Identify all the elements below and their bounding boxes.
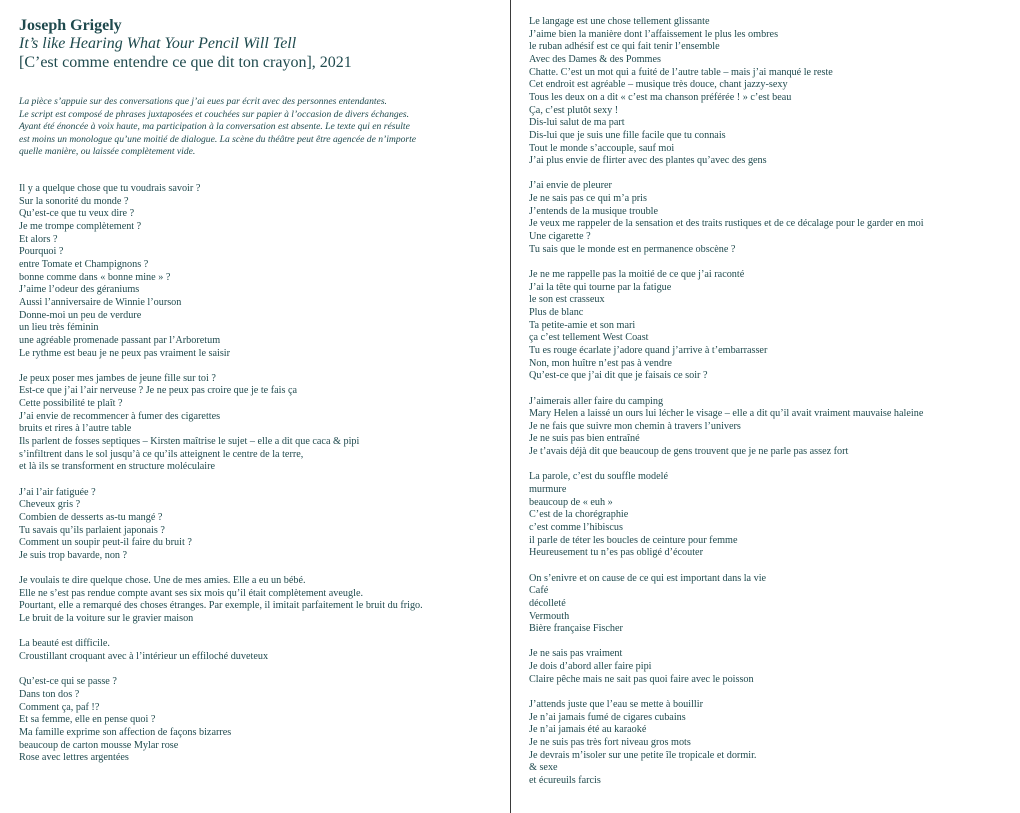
poem-line: Sur la sonorité du monde ? <box>19 195 129 207</box>
poem-line: entre Tomate et Champignons ? <box>19 258 149 270</box>
stanza <box>19 183 489 360</box>
description-line: Ayant été énoncée à voix haute, ma participation à la conversation est absente. Le texte qui en résulte <box>19 121 410 133</box>
stanza <box>19 487 489 563</box>
poem-line: Cette possibilité te plaît ? <box>19 398 123 410</box>
poem-line: Je veux me rappeler de la sensation et des traits rustiques et de ce décalage pour le garder en moi <box>529 218 924 230</box>
poem-line: C’est de la chorégraphie <box>529 509 629 521</box>
poem-line: Le langage est une chose tellement glissante <box>529 16 710 27</box>
poem-line: Dis-lui que je suis une fille facile que tu connais <box>529 129 726 141</box>
stanza <box>19 638 489 663</box>
poem-line: Qu’est-ce que tu veux dire ? <box>19 208 135 220</box>
poem-line: murmure <box>529 484 567 496</box>
poem-line: Ma famille exprime son affection de façons bizarres <box>19 726 232 738</box>
poem-line: Donne-moi un peu de verdure <box>19 309 142 321</box>
poem-line: et écureuils farcis <box>529 774 601 786</box>
poem-line: J’aime bien la manière dont l’affaissement le plus les ombres <box>529 28 779 40</box>
stanza <box>19 575 489 626</box>
work-title-french: [C’est comme entendre ce que dit ton crayon], 2021 <box>19 54 352 71</box>
poem-line: Je dois d’abord aller faire pipi <box>529 661 652 673</box>
stanza <box>19 676 489 765</box>
stanza <box>529 471 1009 560</box>
poem-line: La beauté est difficile. <box>19 638 110 650</box>
poem-line: Croustillant croquant avec à l’intérieur un effiloché duveteux <box>19 651 269 662</box>
poem-line: Est-ce que j’ai l’air nerveuse ? Je ne peux pas croire que je te fais ça <box>19 385 298 397</box>
artist-name: Joseph Grigely <box>19 17 122 34</box>
work-title-english: It’s like Hearing What Your Pencil Will Tell <box>19 35 297 52</box>
poem-line: Ils parlent de fosses septiques – Kirsten maîtrise le sujet – elle a dit que caca & pipi <box>19 436 360 448</box>
poem-line: Pourquoi ? <box>19 246 64 258</box>
stanza <box>529 269 1009 383</box>
poem-line: Comment un soupir peut-il faire du bruit ? <box>19 537 192 549</box>
poem-line: Bière française Fischer <box>529 623 623 635</box>
poem-line: Je voulais te dire quelque chose. Une de mes amies. Elle a eu un bébé. <box>19 575 306 587</box>
poem-line: J’aime l’odeur des géraniums <box>19 284 140 296</box>
poem-line: Qu’est-ce qui se passe ? <box>19 676 117 688</box>
poem-line: Ta petite-amie et son mari <box>529 319 636 331</box>
poem-line: Rose avec lettres argentées <box>19 752 129 764</box>
poem-line: il parle de téter les boucles de ceinture pour femme <box>529 534 738 546</box>
left-column <box>19 16 489 765</box>
poem-line: un lieu très féminin <box>19 322 99 334</box>
poem-line: Tu sais que le monde est en permanence obscène ? <box>529 243 736 255</box>
poem-line: Tu es rouge écarlate j’adore quand j’arrive à t’embarrasser <box>529 344 768 356</box>
poem-line: Il y a quelque chose que tu voudrais savoir ? <box>19 182 201 194</box>
poem-line: Une cigarette ? <box>529 231 591 243</box>
poem-line: Elle ne s’est pas rendue compte avant ses six mois qu’il était complètement aveugle. <box>19 587 364 599</box>
poem-line: Le bruit de la voiture sur le gravier maison <box>19 613 194 625</box>
work-description <box>19 96 489 159</box>
poem-line: Qu’est-ce que j’ai dit que je faisais ce soir ? <box>529 370 708 382</box>
poem-line: Aussi l’anniversaire de Winnie l’ourson <box>19 296 182 308</box>
poem-line: s’infiltrent dans le sol jusqu’à ce qu’ils atteignent le centre de la terre, <box>19 448 304 460</box>
poem-line: Je ne suis pas très fort niveau gros mots <box>529 736 691 748</box>
right-column <box>529 16 1009 788</box>
description-line: est moins un monologue qu’une moitié de dialogue. La scène du théâtre peut être agencée de n’importe <box>19 133 417 145</box>
poem-line: le son est crasseux <box>529 294 605 306</box>
poem-line: beaucoup de carton mousse Mylar rose <box>19 739 179 751</box>
poem-line: une agréable promenade passant par l’Arboretum <box>19 334 221 346</box>
poem-line: Tout le monde s’accouple, sauf moi <box>529 142 675 154</box>
poem-line: & sexe <box>529 762 558 774</box>
poem-line: J’aimerais aller faire du camping <box>529 395 664 407</box>
poem-line: J’attends juste que l’eau se mette à bouillir <box>529 699 703 710</box>
stanza <box>529 648 1009 686</box>
poem-line: Dis-lui salut de ma part <box>529 117 625 129</box>
poem-line: J’ai envie de recommencer à fumer des cigarettes <box>19 410 221 422</box>
poem-line: Pourtant, elle a remarqué des choses étranges. Par exemple, il imitait parfaitement le bruit du frigo. <box>19 600 423 612</box>
poem-line: décolleté <box>529 597 566 609</box>
poem-line: et là ils se transforment en structure moléculaire <box>19 461 216 473</box>
stanza <box>529 396 1009 459</box>
poem-line: Avec des Dames & des Pommes <box>529 53 661 65</box>
poem-line: Tous les deux on a dit « c’est ma chanson préférée ! » c’est beau <box>529 91 792 103</box>
poem-line: Je ne sais pas vraiment <box>529 648 623 660</box>
poem-line: Heureusement tu n’es pas obligé d’écouter <box>529 547 703 559</box>
left-stanzas <box>19 183 489 765</box>
poem-line: La parole, c’est du souffle modelé <box>529 471 668 483</box>
poem-line: Je peux poser mes jambes de jeune fille sur toi ? <box>19 372 216 384</box>
stanza <box>529 573 1009 636</box>
poem-line: J’ai plus envie de flirter avec des plantes qu’avec des gens <box>529 155 767 167</box>
poem-line: beaucoup de « euh » <box>529 496 613 508</box>
right-stanzas <box>529 16 1009 788</box>
description-line: quelle manière, ou laissée complètement vide. <box>19 146 196 158</box>
description-line: La pièce s’appuie sur des conversations que j’ai eues par écrit avec des personnes entendantes. <box>19 96 387 107</box>
poem-line: J’ai l’air fatiguée ? <box>19 486 96 498</box>
poem-line: ça c’est tellement West Coast <box>529 332 649 344</box>
poem-line: J’ai envie de pleurer <box>529 180 612 192</box>
poem-line: Cheveux gris ? <box>19 499 81 511</box>
poem-line: Mary Helen a laissé un ours lui lécher le visage – elle a dit qu’il avait vraiment mauvaise haleine <box>529 408 924 420</box>
poem-line: Je ne suis pas bien entraîné <box>529 433 640 445</box>
poem-line: Café <box>529 585 549 597</box>
poem-line: Je me trompe complètement ? <box>19 220 142 232</box>
stanza <box>19 373 489 474</box>
poem-line: Non, mon huître n’est pas à vendre <box>529 357 672 369</box>
poem-line: Je t’avais déjà dit que beaucoup de gens trouvent que je ne parle pas assez fort <box>529 446 849 458</box>
poem-line: Je devrais m’isoler sur une petite île tropicale et dormir. <box>529 749 757 761</box>
poem-line: Ça, c’est plutôt sexy ! <box>529 104 619 116</box>
poem-line: Cet endroit est agréable – musique très douce, chant jazzy-sexy <box>529 79 788 91</box>
poem-line: Je n’ai jamais fumé de cigares cubains <box>529 711 686 723</box>
poem-line: c’est comme l’hibiscus <box>529 522 623 533</box>
poem-line: le ruban adhésif est ce qui fait tenir l’ensemble <box>529 41 720 53</box>
poem-line: Chatte. C’est un mot qui a fuité de l’autre table – mais j’ai manqué le reste <box>529 66 833 78</box>
poem-line: Dans ton dos ? <box>19 688 80 700</box>
poem-line: Plus de blanc <box>529 306 584 318</box>
poem-line: Combien de desserts as-tu mangé ? <box>19 511 163 523</box>
poem-line: J’entends de la musique trouble <box>529 205 659 217</box>
column-divider <box>510 0 511 813</box>
poem-line: Comment ça, paf !? <box>19 701 100 713</box>
poem-line: J’ai la tête qui tourne par la fatigue <box>529 281 672 293</box>
poem-line: Et alors ? <box>19 233 58 245</box>
stanza <box>529 180 1009 256</box>
poem-line: Claire pêche mais ne sait pas quoi faire avec le poisson <box>529 673 754 685</box>
poem-line: bonne comme dans « bonne mine » ? <box>19 271 171 283</box>
poem-line: Je ne me rappelle pas la moitié de ce que j’ai raconté <box>529 269 745 280</box>
poem-line: bruits et rires à l’autre table <box>19 423 132 435</box>
poem-line: Je ne fais que suivre mon chemin à travers l’univers <box>529 420 741 432</box>
poem-line: Je n’ai jamais été au karaoké <box>529 724 647 736</box>
poem-line: Tu savais qu’ils parlaient japonais ? <box>19 524 165 536</box>
stanza <box>529 699 1009 788</box>
poem-line: Et sa femme, elle en pense quoi ? <box>19 714 156 726</box>
poem-line: Vermouth <box>529 610 570 622</box>
poem-line: On s’enivre et on cause de ce qui est important dans la vie <box>529 572 767 584</box>
poem-line: Je suis trop bavarde, non ? <box>19 549 128 561</box>
poem-line: Le rythme est beau je ne peux pas vraiment le saisir <box>19 347 231 359</box>
stanza <box>529 16 1009 168</box>
description-line: Le script est composé de phrases juxtaposées et couchées sur papier à l’occasion de divers échanges. <box>19 108 410 120</box>
poem-line: Je ne sais pas ce qui m’a pris <box>529 193 647 205</box>
